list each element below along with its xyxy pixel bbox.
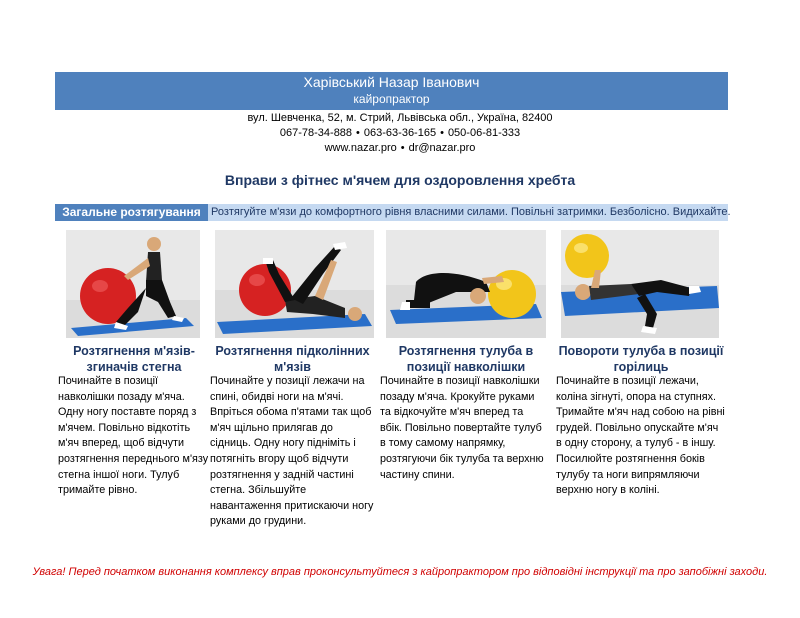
- address: вул. Шевченка, 52, м. Стрий, Львівська обл., Україна, 82400: [247, 112, 553, 124]
- phone-line: [0, 127, 800, 140]
- practitioner-title: кайропрактор: [353, 92, 430, 106]
- exercise-photo-kneeling-torso: [386, 230, 546, 338]
- exercise-description: Починайте у позиції лежачи на спині, обидві ноги на м'ячі. Впріться обома п'ятами так щоб м'яч щільно прилягав до сідниць. Одну ногу підніміть і потягніть вгору щоб відчути розтягнення у задній частині стегна. Збільшуйте навантаження притискаючи ногу руками до грудини.: [210, 375, 374, 528]
- phone-3: 050-06-81-333: [447, 127, 521, 139]
- exercise-title: Розтягнення тулуба в позиції навколішки: [398, 344, 534, 374]
- section-description: Розтягуйте м'язи до комфортного рівня власними силами. Повільні затримки. Безболісно. Видихайте.: [211, 206, 731, 218]
- section-bar: [55, 204, 731, 221]
- exercise-photo-hamstring: [215, 230, 374, 338]
- exercise-photo-supine-rotation: [561, 230, 719, 338]
- exercise-description: Починайте в позиції лежачи, коліна зігнуті, опора на ступнях. Тримайте м'яч над собою на рівні грудей. Повільно опускайте м'яч в одну сторону, а тулуб - в іншу. Посилюйте розтягнення боків тулубу та ноги випрямляючи верхню ногу в коліні.: [556, 375, 725, 497]
- phone-2: 063-63-36-165: [363, 127, 437, 139]
- exercise-photo-hip-flexor: [66, 230, 200, 338]
- exercise-title: Розтягнення м'язів-згиначів стегна: [73, 344, 195, 374]
- warning-note: Увага! Перед початком виконання комплексу вправ проконсультуйтеся з кайропрактором про відповідні інструкції та про запобіжні заходи.: [32, 566, 768, 578]
- exercise-title: Повороти тулуба в позиції горілиць: [558, 344, 724, 374]
- document-title: Вправи з фітнес м'ячем для оздоровлення хребта: [224, 172, 576, 188]
- exercise-title: Розтягнення підколінних м'язів: [215, 344, 370, 374]
- bullet-separator: •: [400, 142, 405, 154]
- bullet-separator: •: [440, 127, 444, 139]
- website-link[interactable]: www.nazar.pro: [324, 142, 397, 154]
- bullet-separator: •: [356, 127, 360, 139]
- header-band: [55, 72, 728, 110]
- exercise-description: Починайте в позиції навколішки позаду м'яча. Крокуйте руками та відкочуйте м'яч вперед та вбік. Повільно повертайте тулуб в тому самому напрямку, розтягуючи бік тулуба та верхню частину спини.: [380, 375, 544, 481]
- practitioner-name: Харівський Назар Іванович: [303, 74, 480, 90]
- section-label: Загальне розтягування: [55, 204, 208, 221]
- email-link[interactable]: dr@nazar.pro: [408, 142, 476, 154]
- exercise-description: Починайте в позиції навколішки позаду м'яча. Одну ногу поставте поряд з м'ячем. Повільно відкотіть м'яч вперед, щоб відчути розтягнення переднього м'язу стегна іншої ноги. Тулуб тримайте рівно.: [58, 375, 209, 497]
- phone-1: 067-78-34-888: [279, 127, 353, 139]
- web-line: [0, 142, 800, 155]
